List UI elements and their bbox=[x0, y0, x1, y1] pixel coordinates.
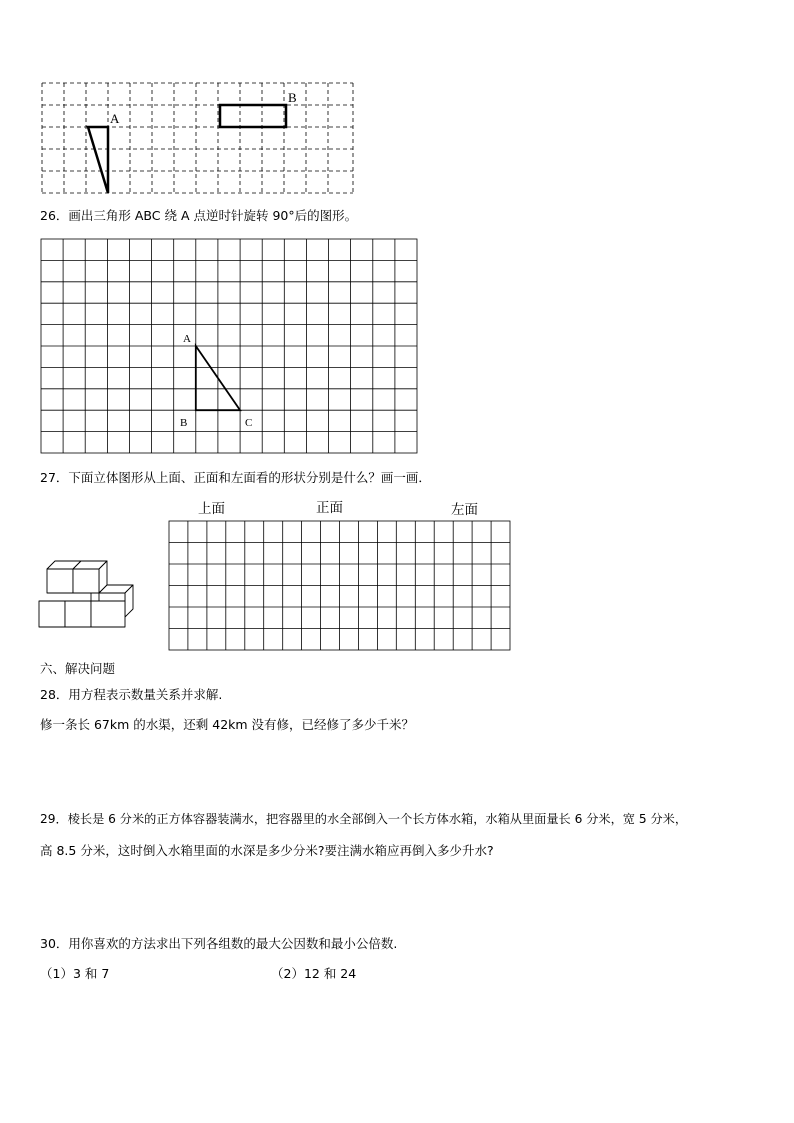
q26-label-b: B bbox=[180, 417, 188, 429]
q28-text: 28．用方程表示数量关系并求解. bbox=[40, 687, 223, 702]
q26-label-a: A bbox=[183, 333, 191, 345]
q27-cube-figure bbox=[38, 558, 138, 630]
q30-part1: （1）3 和 7 bbox=[40, 966, 110, 981]
fig25-label-a: A bbox=[110, 111, 120, 126]
fig25-dashed-grid bbox=[40, 80, 360, 195]
section6-title: 六、解决问题 bbox=[40, 661, 116, 676]
q27-view-front: 正面 bbox=[316, 500, 343, 516]
fig25-label-b: B bbox=[288, 90, 297, 105]
q27-text: 27．下面立体图形从上面、正面和左面看的形状分别是什么？画一画． bbox=[40, 470, 431, 485]
q27-view-left: 左面 bbox=[451, 502, 478, 518]
fig25-triangle bbox=[88, 127, 108, 193]
q29-line2: 高 8.5 分米，这时倒入水箱里面的水深是多少分米?要注满水箱应再倒入多少升水? bbox=[40, 843, 494, 858]
q28-detail: 修一条长 67km 的水渠，还剩 42km 没有修，已经修了多少千米？ bbox=[40, 717, 415, 732]
q30-text: 30．用你喜欢的方法求出下列各组数的最大公因数和最小公倍数. bbox=[40, 936, 398, 951]
q26-text: 26．画出三角形 ABC 绕 A 点逆时针旋转 90°后的图形。 bbox=[40, 208, 358, 223]
q26-label-c: C bbox=[245, 417, 253, 429]
fig25-rectangle bbox=[220, 105, 286, 127]
q26-grid bbox=[40, 238, 420, 454]
q27-grid bbox=[168, 520, 512, 652]
q29-line1: 29．棱长是 6 分米的正方体容器装满水，把容器里的水全部倒入一个长方体水箱，水箱从里面量长 6 分米，宽 5 分米， bbox=[40, 812, 688, 826]
q30-part2: （2）12 和 24 bbox=[271, 966, 357, 981]
q27-view-top: 上面 bbox=[198, 501, 225, 517]
